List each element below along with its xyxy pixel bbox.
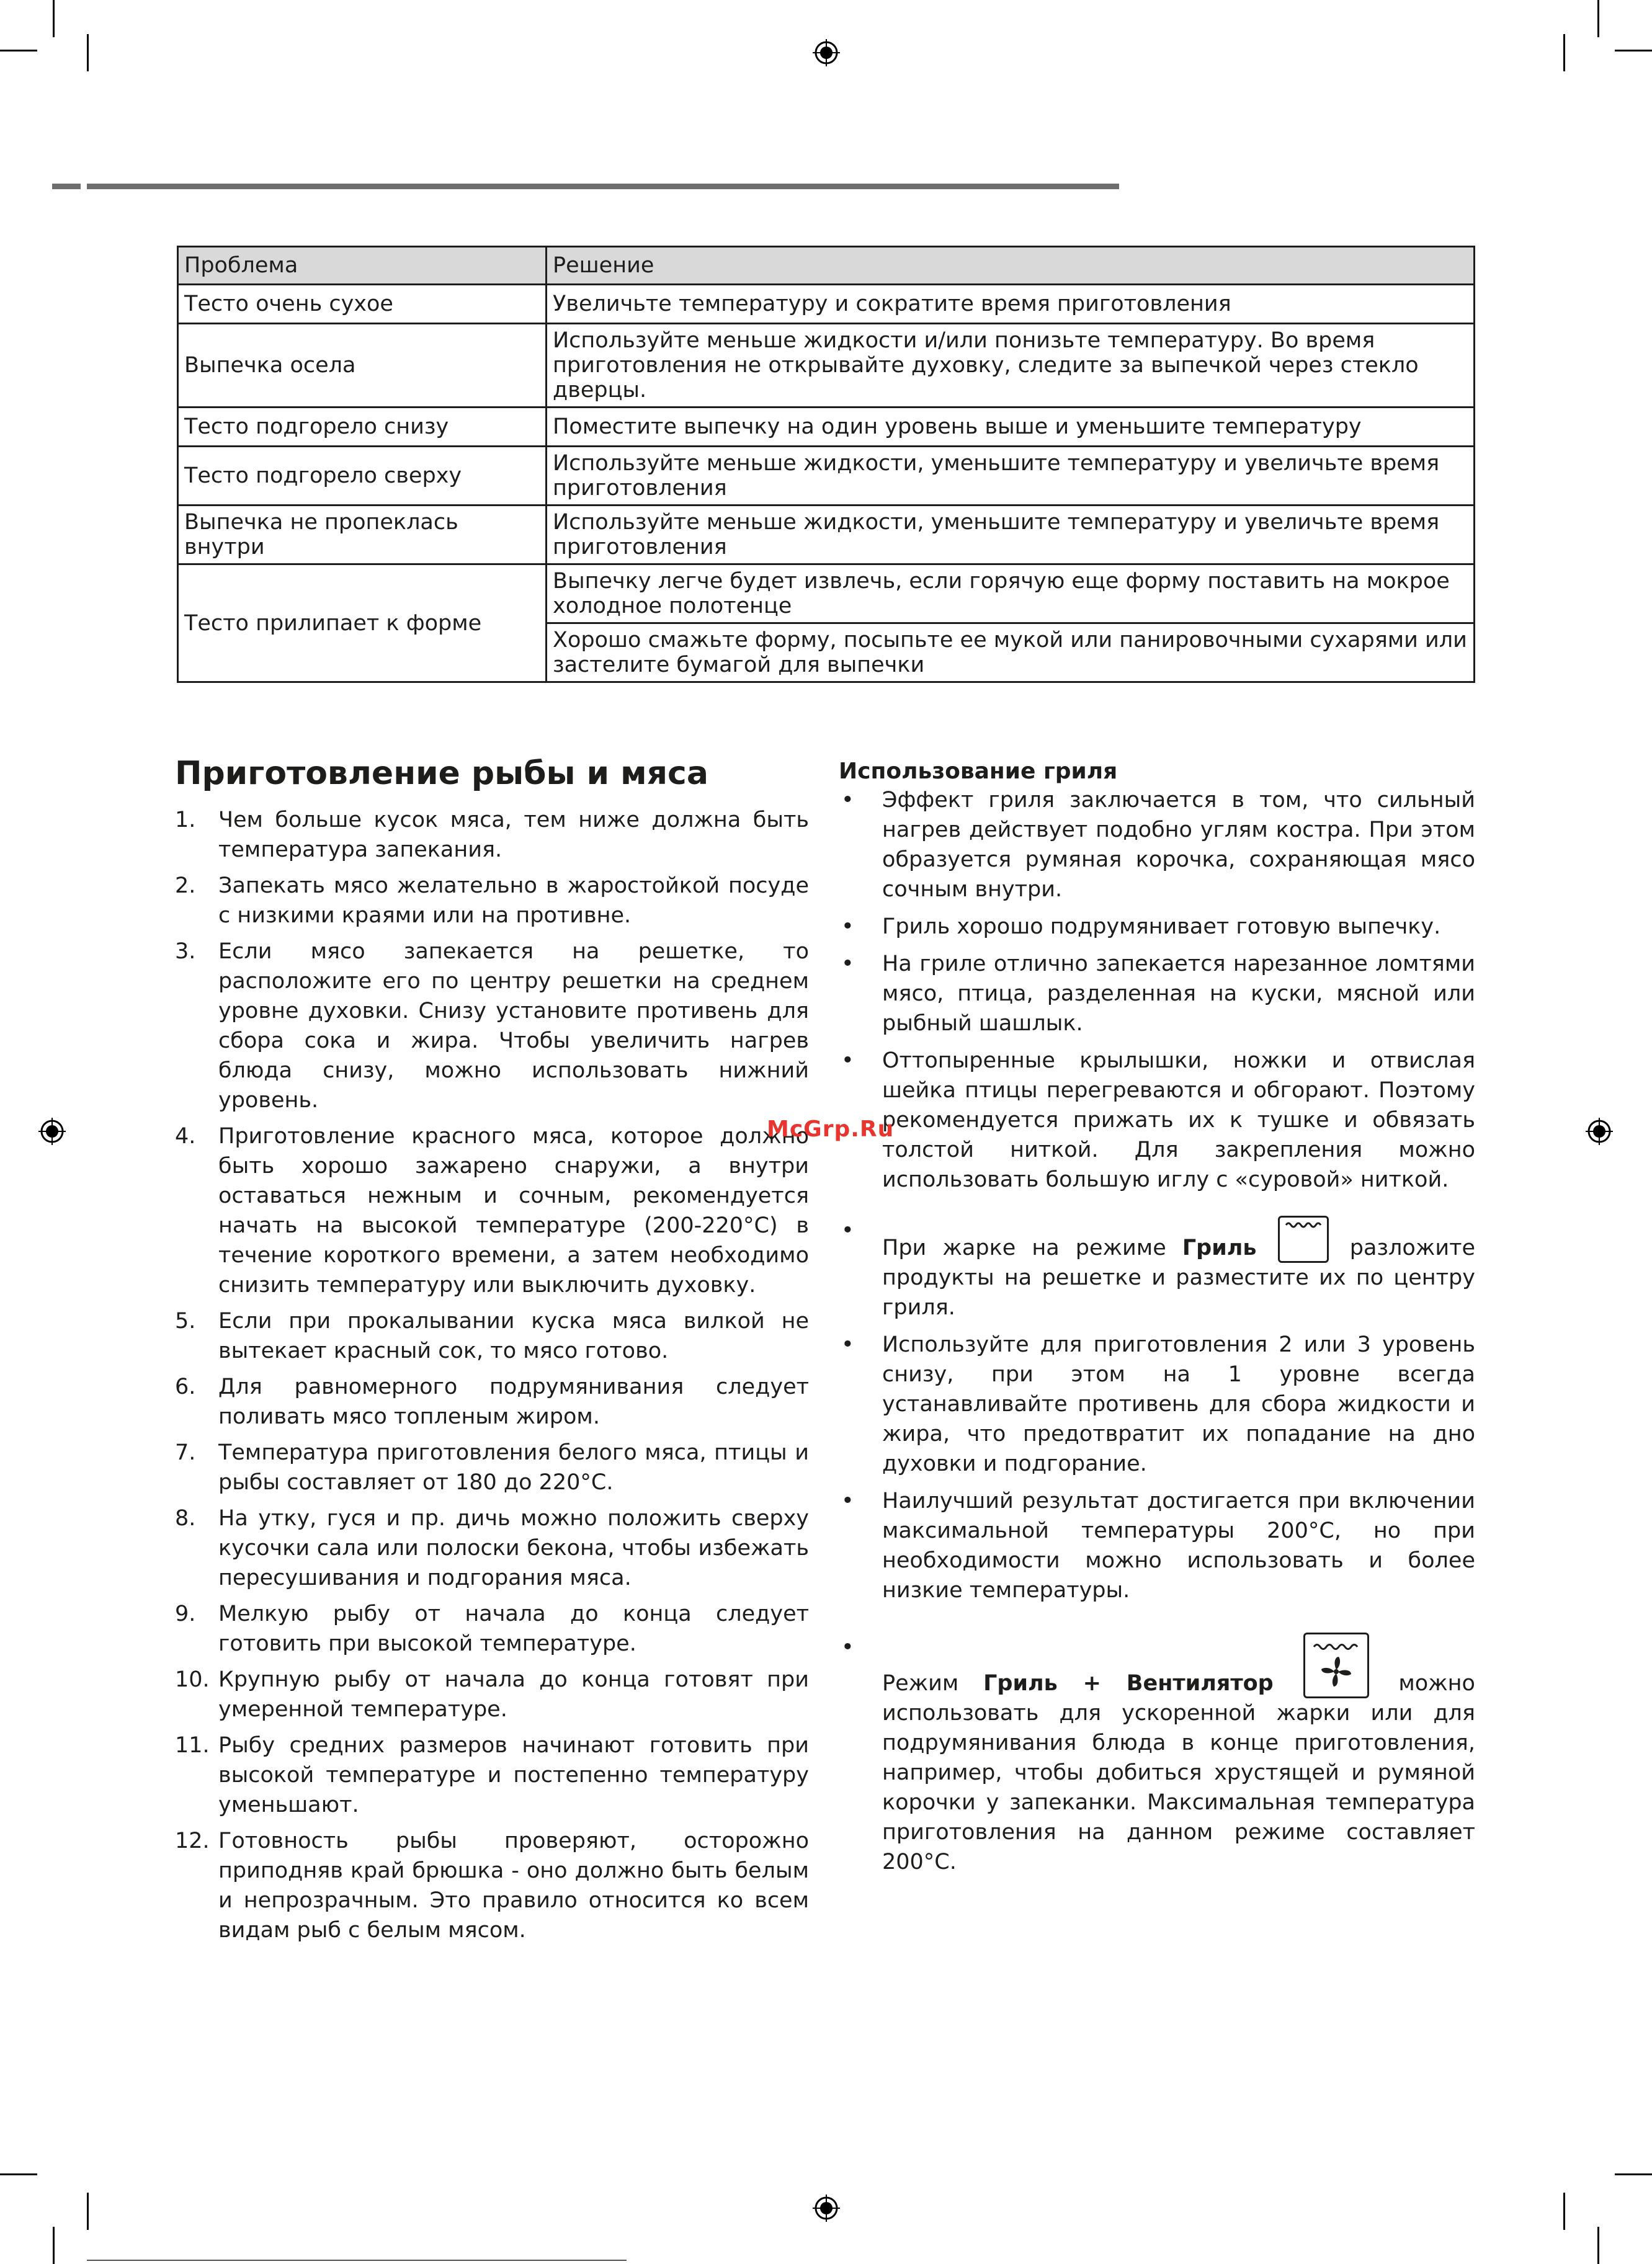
item-text: Крупную рыбу от начала до конца готовят при умеренной температуре.: [218, 1667, 809, 1722]
table-row: [178, 324, 1475, 408]
crop-mark: [87, 34, 89, 71]
list-item: [175, 805, 809, 865]
header-rule-long: [87, 184, 1119, 189]
bottom-slug-line: [87, 2260, 627, 2261]
table-row: [178, 506, 1475, 564]
item-text: Мелкую рыбу от начала до конца следует готовить при высокой температуре.: [218, 1602, 809, 1656]
crop-mark: [1615, 2173, 1652, 2175]
item-number: 5.: [175, 1309, 196, 1334]
grill-mode-icon: [1278, 1216, 1329, 1263]
grill-tips-list: [839, 785, 1475, 1877]
list-item: [839, 1046, 1475, 1195]
item-text: Оттопыренные крылышки, ножки и отвислая шейка птицы перегреваются и обгорают. Поэтому рекомендуется прижать их к тушке и обвязать толстой ниткой. Для закрепления можно использовать большую иглу с «суровой» ниткой.: [882, 1048, 1475, 1192]
item-text-before: Режим: [882, 1671, 959, 1696]
item-text-before: При жарке на режиме: [882, 1236, 1166, 1260]
crop-mark: [1597, 2227, 1599, 2264]
list-item: [175, 1826, 809, 1945]
list-item: [839, 1633, 1475, 1877]
subsection-title: Использование гриля: [839, 759, 1118, 784]
bullet-icon: •: [841, 788, 854, 813]
item-number: 12.: [175, 1829, 210, 1853]
crop-mark: [1563, 2193, 1565, 2230]
crop-mark: [53, 0, 55, 37]
solution-cell: Увеличьте температуру и сократите время приготовления: [547, 285, 1475, 324]
problem-cell: Выпечка не пропеклась внутри: [178, 506, 547, 564]
registration-mark-icon: [813, 39, 840, 66]
item-number: 3.: [175, 939, 196, 964]
item-text: Для равномерного подрумянивания следует поливать мясо топленым жиром.: [218, 1375, 809, 1429]
item-text: Если мясо запекается на решетке, то расположите его по центру решетки на среднем уровне духовки. Снизу установите противень для сбора сока и жира. Чтобы увеличить нагрев блюда снизу, можно использовать нижний уровень.: [218, 939, 809, 1113]
list-item: [175, 871, 809, 930]
list-item: [175, 1438, 809, 1497]
crop-mark: [53, 2227, 55, 2264]
item-number: 2.: [175, 873, 196, 898]
solution-cell: Выпечку легче будет извлечь, если горячую еще форму поставить на мокрое холодное полотенце: [547, 564, 1475, 623]
item-number: 11.: [175, 1733, 210, 1758]
table-row: [178, 564, 1475, 623]
mode-name: Гриль: [1182, 1236, 1257, 1260]
solution-cell: Используйте меньше жидкости, уменьшите температуру и увеличьте время приготовления: [547, 506, 1475, 564]
list-item: [839, 1486, 1475, 1605]
item-number: 8.: [175, 1506, 196, 1531]
crop-mark: [1615, 50, 1652, 51]
problem-cell: Тесто очень сухое: [178, 285, 547, 324]
registration-mark-icon: [813, 2195, 840, 2222]
item-text: Гриль хорошо подрумянивает готовую выпечку.: [882, 914, 1441, 939]
table-header-row: [178, 247, 1475, 285]
troubleshooting-table: [177, 246, 1475, 683]
list-item: [175, 937, 809, 1115]
grill-fan-mode-icon: [1303, 1633, 1369, 1698]
list-item: [175, 1372, 809, 1432]
solution-cell: Хорошо смажьте форму, посыпьте ее мукой или панировочными сухарями или застелите бумагой для выпечки: [547, 623, 1475, 682]
crop-mark: [0, 50, 37, 51]
watermark: McGrp.Ru: [767, 1116, 895, 1142]
item-number: 4.: [175, 1124, 196, 1149]
list-item: [175, 1306, 809, 1366]
item-text: Запекать мясо желательно в жаростойкой посуде с низкими краями или на противне.: [218, 873, 809, 928]
item-text: На гриле отлично запекается нарезанное ломтями мясо, птица, разделенная на куски, мясной или рыбный шашлык.: [882, 952, 1475, 1036]
list-item: [839, 1330, 1475, 1479]
list-item: [839, 949, 1475, 1038]
problem-cell: Тесто прилипает к форме: [178, 564, 547, 682]
grill-section: [839, 758, 1475, 1884]
item-text: Температура приготовления белого мяса, птицы и рыбы составляет от 180 до 220°C.: [218, 1440, 809, 1495]
meat-tips-list: [175, 805, 809, 1945]
list-item: [839, 1216, 1475, 1322]
problem-cell: Выпечка осела: [178, 324, 547, 408]
column-header-solution: Решение: [547, 247, 1475, 285]
item-text: Наилучший результат достигается при включении максимальной температуры 200°C, но при необходимости можно использовать и более низкие температуры.: [882, 1489, 1475, 1603]
list-item: [175, 1504, 809, 1593]
item-text: Используйте для приготовления 2 или 3 уровень снизу, при этом на 1 уровне всегда устанавливайте противень для сбора жидкости и жира, что предотвратит их попадание на дно духовки и подгорание.: [882, 1332, 1475, 1476]
item-text: Эффект гриля заключается в том, что сильный нагрев действует подобно углям костра. При этом образуется румяная корочка, сохраняющая мясо сочным внутри.: [882, 788, 1475, 902]
bullet-icon: •: [841, 914, 854, 939]
table-row: [178, 408, 1475, 447]
list-item: [175, 1731, 809, 1820]
solution-cell: Поместите выпечку на один уровень выше и уменьшите температуру: [547, 408, 1475, 447]
problem-cell: Тесто подгорело сверху: [178, 447, 547, 506]
item-text: Рыбу средних размеров начинают готовить при высокой температуре и постепенно температуру уменьшают.: [218, 1733, 809, 1817]
bullet-icon: •: [841, 1489, 854, 1513]
header-rule-short: [52, 184, 81, 189]
item-number: 10.: [175, 1667, 210, 1692]
solution-cell: Используйте меньше жидкости и/или понизьте температуру. Во время приготовления не открывайте духовку, следите за выпечкой через стекло дверцы.: [547, 324, 1475, 408]
item-text: Если при прокалывании куска мяса вилкой не вытекает красный сок, то мясо готово.: [218, 1309, 809, 1363]
item-text: Чем больше кусок мяса, тем ниже должна быть температура запекания.: [218, 808, 809, 862]
problem-cell: Тесто подгорело снизу: [178, 408, 547, 447]
item-text: Готовность рыбы проверяют, осторожно приподняв край брюшка - оно должно быть белым и непрозрачным. Это правило относится ко всем видам рыб с белым мясом.: [218, 1829, 809, 1943]
table-row: [178, 447, 1475, 506]
bullet-icon: •: [841, 952, 854, 976]
registration-mark-icon: [1586, 1118, 1613, 1145]
list-item: [175, 1665, 809, 1724]
mode-name: Гриль + Вентилятор: [983, 1671, 1274, 1696]
bullet-icon: •: [841, 1635, 854, 1660]
meat-fish-section: [175, 753, 809, 1951]
list-item: [839, 785, 1475, 904]
item-text-after: можно использовать для ускоренной жарки или для подрумянивания блюда в конце приготовления, например, чтобы добиться хрустящей и румяной корочки у запеканки. Максимальная температура приготовления на данном режиме составляет 200°C.: [882, 1671, 1475, 1874]
item-number: 9.: [175, 1602, 196, 1626]
item-text: На утку, гуся и пр. дичь можно положить сверху кусочки сала или полоски бекона, чтобы избежать пересушивания и подгорания мяса.: [218, 1506, 809, 1590]
crop-mark: [0, 2173, 37, 2175]
bullet-icon: •: [841, 1218, 854, 1243]
crop-mark: [87, 2193, 89, 2230]
item-number: 6.: [175, 1375, 196, 1399]
list-item: [175, 1121, 809, 1300]
solution-cell: Используйте меньше жидкости, уменьшите температуру и увеличьте время приготовления: [547, 447, 1475, 506]
registration-mark-icon: [38, 1118, 66, 1145]
bullet-icon: •: [841, 1332, 854, 1357]
item-number: 7.: [175, 1440, 196, 1465]
section-title: Приготовление рыбы и мяса: [175, 755, 708, 792]
list-item: [839, 912, 1475, 942]
table-row: [178, 285, 1475, 324]
item-text: Приготовление красного мяса, которое должно быть хорошо зажарено снаружи, а внутри оставаться нежным и сочным, рекомендуется начать на высокой температуре (200-220°C) в течение короткого времени, а затем необходимо снизить температуру или выключить духовку.: [218, 1124, 809, 1298]
bullet-icon: •: [841, 1048, 854, 1073]
crop-mark: [1597, 0, 1599, 37]
item-number: 1.: [175, 808, 196, 832]
crop-mark: [1563, 34, 1565, 71]
item-text-after: разложите продукты на решетке и разместите их по центру гриля.: [882, 1236, 1475, 1320]
column-header-problem: Проблема: [178, 247, 547, 285]
list-item: [175, 1599, 809, 1659]
